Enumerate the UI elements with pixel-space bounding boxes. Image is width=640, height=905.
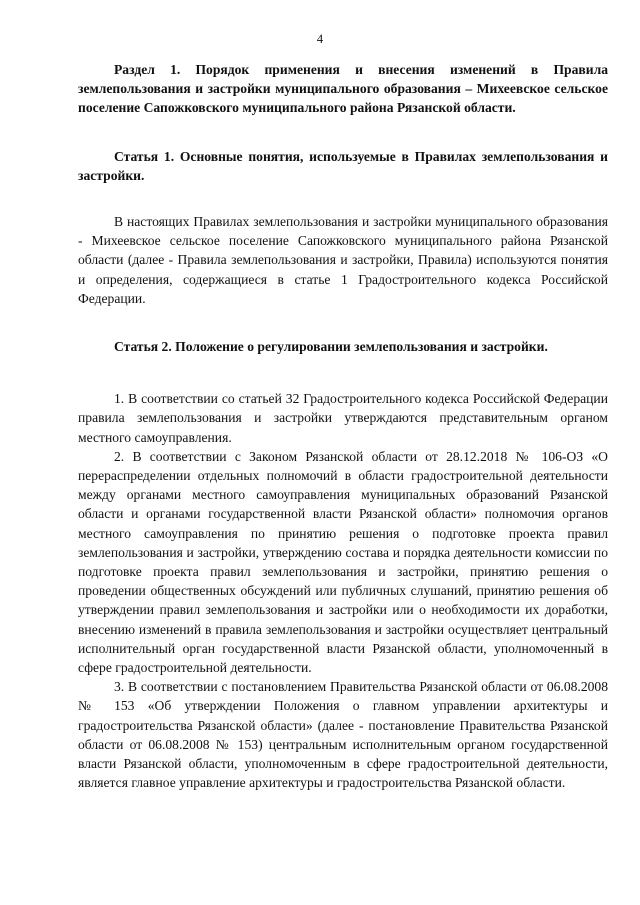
article-2-heading: Статья 2. Положение о регулировании землепользования и застройки. [114,339,548,355]
article-2-paragraph-2: 2. В соответствии с Законом Рязанской области от 28.12.2018 № 106-ОЗ «О перераспределении отдельных полномочий в области градостроительной деятельности между органами местного самоуправления муниципальных образований Рязанской области и органами государственной власти Рязанской области» полномочия органов местного самоуправления по принятию решения о подготовке проекта правил землепользования и застройки, утверждению состава и порядка деятельности комиссии по подготовке проекта правил землепользования и застройки, принятию решения о проведении общественных обсуждений или публичных слушаний, принятию решения об утверждении правил землепользования и застройки или о необходимости их доработки, внесению изменений в правила землепользования и застройки осуществляет центральный исполнительный орган государственной власти Рязанской области, уполномоченный в сфере градостроительной деятельности. [78,448,608,676]
article-1-text: В настоящих Правилах землепользования и застройки муниципального образования - Михеевское сельское поселение Сапожковского муниципального района Рязанской области (далее - Правила землепользования и застройки, Правила) используются понятия и определения, содержащиеся в статье 1 Градостроительного кодекса Российской Федерации. [78,214,608,306]
article-1-heading: Статья 1. Основные понятия, используемые в Правилах землепользования и застройки. [78,148,608,183]
document-body [78,60,608,793]
article-2-paragraph-3: 3. В соответствии с постановлением Правительства Рязанской области от 06.08.2008 № 153 «Об утверждении Положения о главном управлении архитектуры и градостроительства Рязанской области» (далее - постановление Правительства Рязанской области от 06.08.2008 № 153) центральным исполнительным органом государственной власти Рязанской области, уполномоченным в сфере градостроительной деятельности, является главное управление архитектуры и градостроительства Рязанской области. [78,679,608,791]
page-number: 4 [316,32,324,46]
article-2-paragraph-1: 1. В соответствии со статьей 32 Градостроительного кодекса Российской Федерации правила землепользования и застройки утверждаются представительным органом местного самоуправления. [78,391,608,445]
section-heading: Раздел 1. Порядок применения и внесения изменений в Правила землепользования и застройки муниципального образования – Михеевское сельское поселение Сапожковского муниципального района Рязанской области. [78,62,608,116]
